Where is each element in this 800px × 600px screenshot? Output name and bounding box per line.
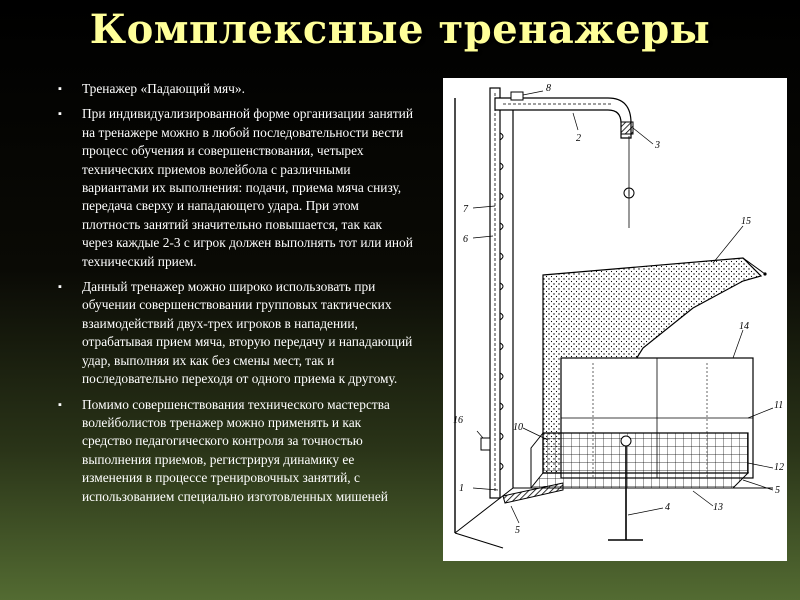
control-box	[477, 431, 490, 450]
label-16: 16	[453, 415, 463, 426]
bullet-icon: ▪	[58, 108, 62, 121]
trainer-diagram	[443, 78, 787, 561]
bullet-list	[58, 80, 413, 513]
bullet-item	[58, 278, 413, 388]
bullet-text: Данный тренажер можно широко использовать при обучении совершенствовании групповых тактических взаимодействий двух-трех игроков в нападении, отрабатывая прием мяча, вторую передачу и нападающий удар, выполняя их как без смены мест, так и последовательно переходя от одного приема к другому.	[82, 279, 413, 387]
catch-basket	[531, 433, 748, 488]
top-rail	[495, 92, 633, 138]
label-1: 1	[459, 483, 464, 494]
label-12: 12	[774, 462, 784, 473]
label-7: 7	[463, 204, 468, 215]
chain-column	[490, 88, 503, 498]
trainer-diagram-svg	[443, 78, 787, 561]
label-11: 11	[774, 400, 784, 411]
bullet-text: При индивидуализированной форме организации занятий на тренажере можно в любой последовательности вести процесс обучения и совершенствования, четырех технических приемов волейбола с различными вариантами их выполнения: подачи, приема мяча снизу, передача сверху и нападающего удара. При этом плотность занятий значительно повышается, так как через каждые 2-3 с игрок должен выполнять тот или иной технический прием.	[82, 106, 414, 269]
label-5-bottom: 5	[515, 525, 520, 536]
label-6: 6	[463, 234, 468, 245]
bullet-icon: ▪	[58, 398, 62, 411]
label-15: 15	[741, 216, 751, 227]
label-13: 13	[713, 502, 723, 513]
label-14: 14	[739, 321, 749, 332]
label-5-right: 5	[775, 485, 780, 496]
bullet-item	[58, 80, 413, 98]
label-10: 10	[513, 422, 523, 433]
bullet-icon: ▪	[58, 83, 62, 95]
bullet-icon: ▪	[58, 281, 62, 294]
bullet-text: Помимо совершенствования технического мастерства волейболистов тренажер можно применять и как средство педагогического контроля за точностью выполнения приемов, регистрируя динамику ее изменения в процессе тренировочных занятий, с использованием специально изготовленных мишеней	[82, 396, 390, 504]
slide-title: Комплексные тренажеры	[89, 6, 711, 53]
label-4: 4	[665, 502, 670, 513]
bullet-item	[58, 396, 413, 506]
bullet-text: Тренажер «Падающий мяч».	[82, 81, 245, 96]
bullet-item	[58, 105, 413, 271]
label-8: 8	[546, 83, 551, 94]
falling-ball	[624, 136, 634, 228]
label-3: 3	[655, 140, 660, 151]
label-2: 2	[576, 133, 581, 144]
